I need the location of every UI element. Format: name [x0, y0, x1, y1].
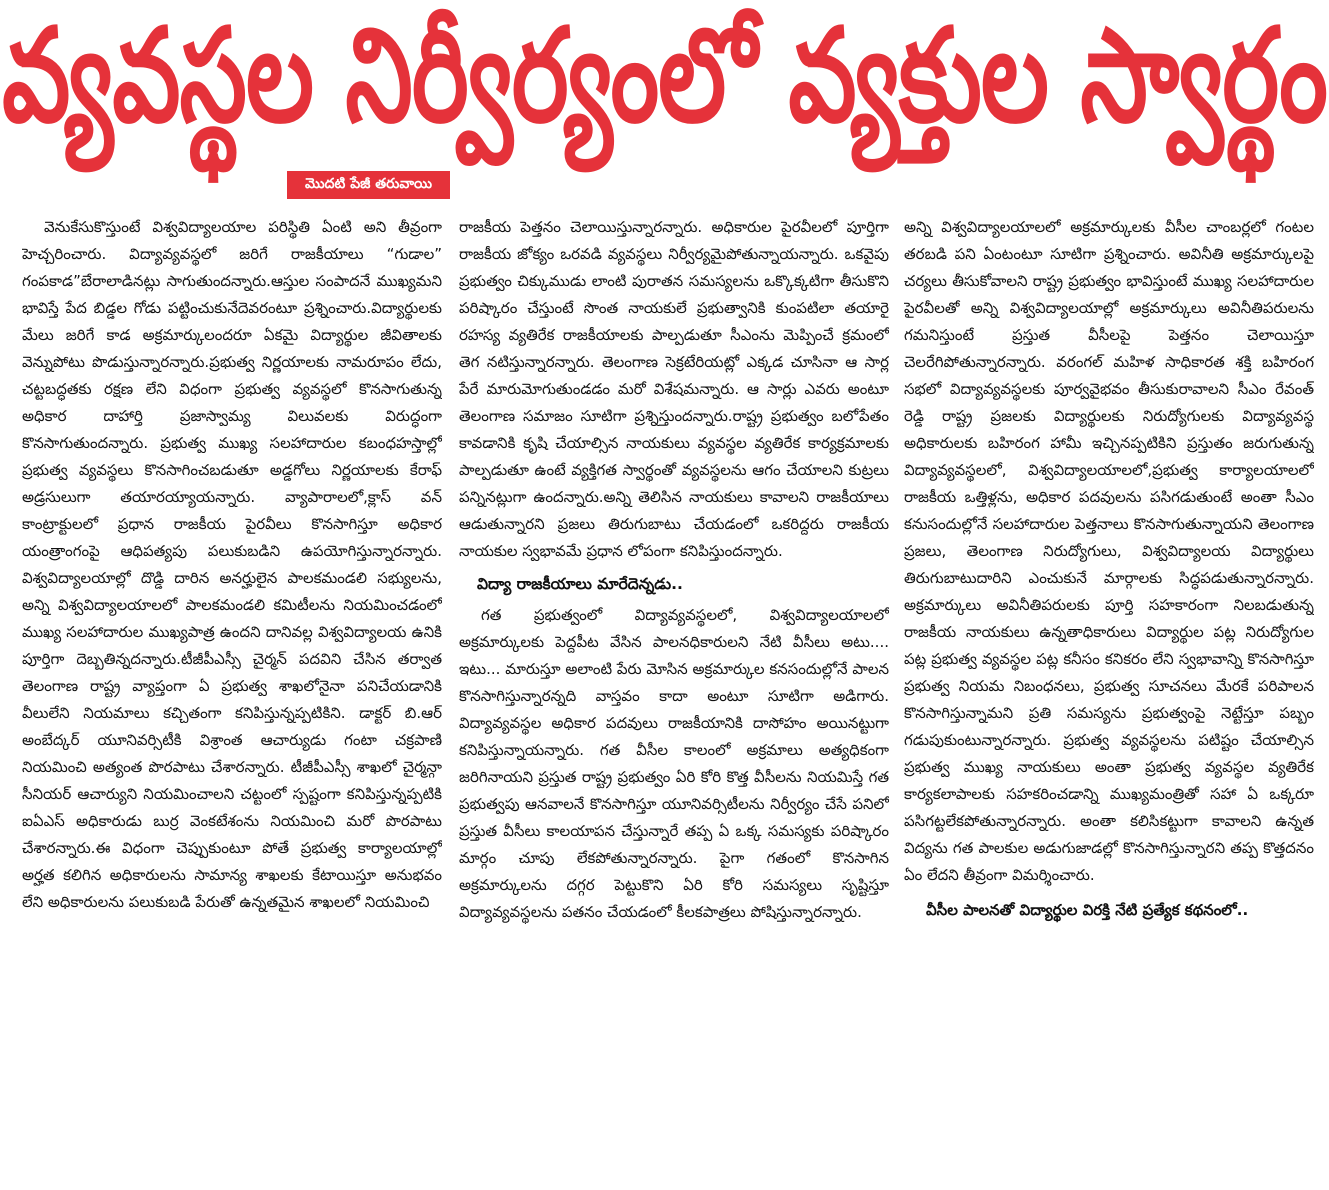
column-2: [459, 214, 889, 1180]
article-body: [22, 214, 1314, 1180]
column-1: [22, 214, 442, 1180]
continuation-tag: మొదటి పేజీ తరువాయి: [287, 171, 450, 199]
column-3: [904, 214, 1314, 1180]
paragraph: వెనుకేసుకొస్తుంటే విశ్వవిద్యాలయాల పరిస్థితి ఏంటి అని తీవ్రంగా హెచ్చరించారు. విద్యావ్యవస్థలో జరిగే రాజకీయాలు “గుడాల” గంపకాడ”బేరాలాడినట్లు సాగుతుందన్నారు.ఆస్తుల సంపాదనే ముఖ్యమని భావిస్తే పేద బిడ్డల గోడు పట్టించుకునేదెవరంటూ ప్రశ్నించారు.విద్యార్థులకు మేలు జరిగే కాడ అక్రమార్కులందరూ ఏకమై విద్యార్థుల జీవితాలకు వెన్నుపోటు పొడుస్తున్నారన్నారు.ప్రభుత్వ నిర్ణయాలకు నామరూపం లేదు, చట్టబద్ధతకు రక్షణ లేని విధంగా ప్రభుత్వ వ్యవస్థలో కొనసాగుతున్న అధికార దాహార్తి ప్రజాస్వామ్య విలువలకు విరుద్ధంగా కొనసాగుతుందన్నారు. ప్రభుత్వ ముఖ్య సలహాదారుల కబంధహస్తాల్లో ప్రభుత్వ వ్యవస్థలు కొనసాగించబడుతూ అడ్డగోలు నిర్ణయాలకు కేరాఫ్ అడ్రసులుగా తయారయ్యాయన్నారు. వ్యాపారాలలో,క్లాస్ వన్ కాంట్రాక్టులలో ప్రధాన రాజకీయ పైరవీలు కొనసాగిస్తూ అధికార యంత్రాంగంపై ఆధిపత్యపు పలుకుబడిని ఉపయోగిస్తున్నారన్నారు. విశ్వవిద్యాలయాల్లో దొడ్డి దారిన అనర్హులైన పాలకమండలి సభ్యులను, అన్ని విశ్వవిద్యాలయాలలో పాలకమండలి కమిటీలను నియమించడంలో ముఖ్య సలహాదారుల ముఖ్యపాత్ర ఉందని దానివల్ల విశ్వవిద్యాలయ ఉనికి పూర్తిగా దెబ్బతిన్నదన్నారు.టీజీపీఎస్సీ చైర్మన్ పదవిని చేసిన తర్వాత తెలంగాణ రాష్ట్ర వ్యాప్తంగా ఏ ప్రభుత్వ శాఖలోనైనా పనిచేయడానికి వీలులేని నియమాలు కచ్చితంగా కనిపిస్తున్నప్పటికిని. డాక్టర్ బి.ఆర్ అంబేద్కర్ యూనివర్సిటీకి విశ్రాంత ఆచార్యుడు గంటా చక్రపాణి నియమించి అత్యంత పొరపాటు చేశారన్నారు. టీజీపీఎస్సీ శాఖలో చైర్మన్గా సీనియర్ ఆచార్యుని నియమించాలని చట్టంలో స్పష్టంగా కనిపిస్తున్నప్పటికి ఐఏఎస్ అధికారుడు బుర్ర వెంకటేశంను నియమించి మరో పొరపాటు చేశారన్నారు.ఈ విధంగా చెప్పుకుంటూ పోతే ప్రభుత్వ కార్యాలయాల్లో అర్హత కలిగిన అధికారులను సామాన్య శాఖలకు కేటాయిస్తూ అనుభవం లేని అధికారులను పలుకుబడి పేరుతో ఉన్నతమైన శాఖలలో నియమించి: [22, 218, 442, 911]
paragraph: అన్ని విశ్వవిద్యాలయాలలో అక్రమార్కులకు వీసీల చాంబర్లలో గంటల తరబడి పని ఏంటంటూ సూటిగా ప్రశ్నించారు. అవినీతి అక్రమార్కులపై చర్యలు తీసుకోవాలని రాష్ట్ర ప్రభుత్వం భావిస్తుంటే ముఖ్య సలహాదారుల పైరవీలతో అన్ని విశ్వవిద్యాలయాల్లో అక్రమార్కులు అవినీతిపరులను గమనిస్తుంటే ప్రస్తుత వీసీలపై పెత్తనం చెలాయిస్తూ చెలరేగిపోతున్నారన్నారు. వరంగల్ మహిళ సాధికారత శక్తి బహిరంగ సభలో విద్యావ్యవస్థలకు పూర్వవైభవం తీసుకురావాలని సీఎం రేవంత్ రెడ్డి రాష్ట్ర ప్రజలకు విద్యార్థులకు నిరుద్యోగులకు విద్యావ్యవస్థ అధికారులకు బహిరంగ హామీ ఇచ్చినప్పటికిని ప్రస్తుతం జరుగుతున్న విద్యావ్యవస్థలలో, విశ్వవిద్యాలయాలలో,ప్రభుత్వ కార్యాలయాలలో రాజకీయ ఒత్తిళ్లను, అధికార పదవులను పసిగడుతుంటే అంతా సీఎం కనుసందుల్లోనే సలహాదారుల పెత్తనాలు కొనసాగుతున్నాయని తెలంగాణ ప్రజలు, తెలంగాణ నిరుద్యోగులు, విశ్వవిద్యాలయ విద్యార్థులు తిరుగుబాటుదారిని ఎంచుకునే మార్గాలకు సిద్ధపడుతున్నారన్నారు. అక్రమార్కులు అవినీతిపరులకు పూర్తి సహకారంగా నిలబడుతున్న రాజకీయ నాయకులు ఉన్నతాధికారులు విద్యార్థుల పట్ల నిరుద్యోగుల పట్ల ప్రభుత్వ వ్యవస్థల పట్ల కనీసం కనికరం లేని స్వభావాన్ని కొనసాగిస్తూ ప్రభుత్వ నియమ నిబంధనలు, ప్రభుత్వ సూచనలు మేరకే పరిపాలన కొనసాగిస్తున్నామని ప్రతి సమస్యను ప్రభుత్వంపై నెట్టేస్తూ పబ్బం గడుపుకుంటున్నారన్నారు. ప్రభుత్వ వ్యవస్థలను పటిష్టం చేయాల్సిన ప్రభుత్వ ముఖ్య నాయకులు అంతా ప్రభుత్వ వ్యవస్థల వ్యతిరేక కార్యకలాపాలకు సహకరించడాన్ని ముఖ్యమంత్రితో సహా ఏ ఒక్కరూ పసిగట్టలేకపోతున్నారన్నారు. అంతా కలిసికట్టుగా కావాలని ఉన్నత విద్యను గత పాలకుల అడుగుజాడల్లో కొనసాగిస్తున్నారని తప్ప కొత్తదనం ఏం లేదని తీవ్రంగా విమర్శించారు.: [904, 218, 1314, 884]
paragraph: రాజకీయ పెత్తనం చెలాయిస్తున్నారన్నారు. అధికారుల పైరవీలలో పూర్తిగా రాజకీయ జోక్యం ఒరవడి వ్యవస్థలు నిర్వీర్యమైపోతున్నాయన్నారు. ఒకవైపు ప్రభుత్వం చిక్కుముడు లాంటి పురాతన సమస్యలను ఒక్కొక్కటిగా తీసుకొని పరిష్కారం చేస్తుంటే సొంత నాయకులే ప్రభుత్వానికి కుంపటిలా తయారై రహస్య వ్యతిరేక రాజకీయాలకు పాల్పడుతూ సీఎంను మెప్పించే క్రమంలో తెగ నటిస్తున్నారన్నారు. తెలంగాణ సెక్రటేరియట్లో ఎక్కడ చూసినా ఆ సార్ల పేరే మారుమోగుతుండడం మరో విశేషమన్నారు. ఆ సార్లు ఎవరు అంటూ తెలంగాణ సమాజం సూటిగా ప్రశ్నిస్తుందన్నారు.రాష్ట్ర ప్రభుత్వం బలోపేతం కావడానికి కృషి చేయాల్సిన నాయకులు వ్యవస్థల వ్యతిరేక కార్యక్రమాలకు పాల్పడుతూ ఉంటే వ్యక్తిగత స్వార్థంతో వ్యవస్థలను ఆగం చేయాలని కుట్రలు పన్నినట్లుగా ఉందన్నారు.అన్ని తెలిసిన నాయకులు కావాలని రాజకీయాలు ఆడుతున్నారని ప్రజలు తిరుగుబాటు చేయడంలో ఒకరిద్దరు రాజకీయ నాయకుల స్వభావమే ప్రధాన లోపంగా కనిపిస్తుందన్నారు.: [459, 218, 889, 560]
headline: వ్యవస్థల నిర్వీర్యంలో వ్యక్తుల స్వార్థం: [2, 0, 1327, 152]
subheading: విద్యా రాజకీయాలు మారేదెన్నడు..: [477, 575, 683, 593]
paragraph: గత ప్రభుత్వంలో విద్యావ్యవస్థలలో, విశ్వవిద్యాలయాలలో అక్రమార్కులకు పెద్దపీట వేసిన పాలనధికారులని నేటి వీసీలు అటు.... ఇటు... మారుస్తూ అలాంటి పేరు మోసిన అక్రమార్కుల కనసందుల్లోనే పాలన కొనసాగిస్తున్నారన్నది వాస్తవం కాదా అంటూ సూటిగా అడిగారు. విద్యావ్యవస్థల అధికార పదవులు రాజకీయానికి దాసోహం అయినట్టుగా కనిపిస్తున్నాయన్నారు. గత వీసీల కాలంలో అక్రమాలు అత్యధికంగా జరిగినాయని ప్రస్తుత రాష్ట్ర ప్రభుత్వం ఏరి కోరి కొత్త వీసీలను నియమిస్తే గత ప్రభుత్వపు ఆనవాలనే కొనసాగిస్తూ యూనివర్సిటీలను నిర్వీర్యం చేసే పనిలో ప్రస్తుత వీసీలు కాలయాపన చేస్తున్నారే తప్ప ఏ ఒక్క సమస్యకు పరిష్కారం మార్గం చూపు లేకపోతున్నారన్నారు. పైగా గతంలో కొనసాగిన అక్రమార్కులను దగ్గర పెట్టుకొని ఏరి కోరి సమస్యలు సృష్టిస్తూ విద్యావ్యవస్థలను పతనం చేయడంలో కీలకపాత్రలు పోషిస్తున్నారన్నారు.: [459, 606, 889, 921]
teaser: వీసీల పాలనతో విద్యార్థుల విరక్తి నేటి ప్రత్యేక కథనంలో..: [926, 901, 1249, 919]
